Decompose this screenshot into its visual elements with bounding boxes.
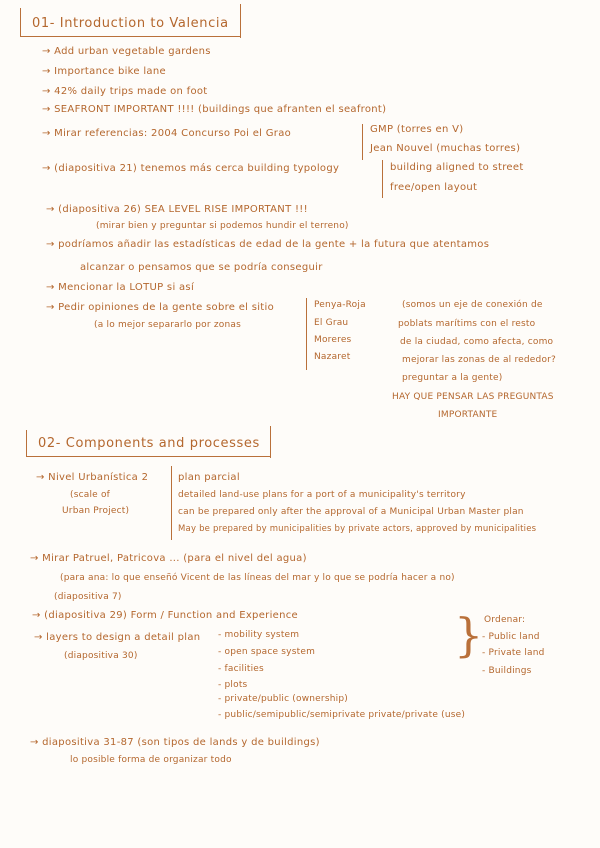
note-line: → Pedir opiniones de la gente sobre el sitio [46,302,275,313]
place-item: Moreres [314,335,352,345]
note-line: → 42% daily trips made on foot [42,86,208,97]
note-line: lo posible forma de organizar todo [70,755,232,765]
note-line: → layers to design a detail plan [34,632,201,643]
note-line: de la ciudad, como afecta, como [400,337,554,347]
ordenar-item: Ordenar: [484,615,526,625]
note-line: (diapositiva 7) [54,592,122,602]
note-line: → Mirar referencias: 2004 Concurso Poi el Grao [42,128,292,139]
layer-item: - plots [218,680,248,690]
plan-divider [171,466,172,540]
place-item: Penya-Roja [314,300,366,310]
note-line: (para ana: lo que enseñó Vicent de las líneas del mar y lo que se podría hacer a no) [60,573,455,583]
note-line: poblats marítims con el resto [398,319,536,329]
note-line: → (diapositiva 26) SEA LEVEL RISE IMPORTANT !!! [46,204,308,215]
typology-item: building aligned to street [390,162,524,173]
section1-title: 01- Introduction to Valencia [32,16,229,31]
note-line: → (diapositiva 21) tenemos más cerca building typology [42,163,340,174]
note-line: → Mirar Patruel, Patricova ... (para el nivel del agua) [30,553,307,564]
plan-line: detailed land-use plans for a port of a municipality's territory [178,490,466,500]
note-line: → podríamos añadir las estadísticas de edad de la gente + la futura que atentamos [46,239,490,250]
note-line: (somos un eje de conexión de [402,300,543,310]
reference-item: GMP (torres en V) [370,124,464,135]
place-item: El Grau [314,318,349,328]
layer-item: - facilities [218,664,264,674]
note-line: preguntar a la gente) [402,373,503,383]
section1-title-end-line [240,4,241,38]
layer-item: - open space system [218,647,316,657]
reference-item: Jean Nouvel (muchas torres) [370,143,521,154]
note-line: (diapositiva 30) [64,651,138,661]
emphasis-line: IMPORTANTE [438,410,498,420]
note-line: (mirar bien y preguntar si podemos hundir el terreno) [96,221,349,231]
plan-line: May be prepared by municipalities by private actors, approved by municipalities [178,524,537,534]
ordenar-item: - Buildings [482,666,532,676]
ordenar-item: - Private land [482,648,545,658]
note-line: → Importance bike lane [42,66,166,77]
note-line: mejorar las zonas de al rededor? [402,355,557,365]
plan-line: plan parcial [178,472,240,483]
typology-divider [382,160,383,198]
section2-title: 02- Components and processes [38,436,260,451]
ordenar-item: - Public land [482,632,540,642]
note-line: → (diapositiva 29) Form / Function and Experience [32,610,298,621]
place-item: Nazaret [314,352,351,362]
references-divider [362,124,363,160]
section2-title-end-line [270,426,271,458]
brace-icon: } [454,608,484,662]
note-line: → Add urban vegetable gardens [42,46,211,57]
note-line: → Mencionar la LOTUP si así [46,282,195,293]
emphasis-line: HAY QUE PENSAR LAS PREGUNTAS [392,392,554,402]
note-line: → SEAFRONT IMPORTANT !!!! (buildings que afranten el seafront) [42,104,387,115]
note-line: → diapositiva 31-87 (son tipos de lands y de buildings) [30,737,320,748]
layer-item: - public/semipublic/semiprivate private/private (use) [218,710,466,720]
note-line: Urban Project) [62,506,130,516]
layer-item: - private/public (ownership) [218,694,348,704]
note-line: (scale of [70,490,111,500]
places-divider [306,298,307,370]
note-line: alcanzar o pensamos que se podría conseguir [80,262,323,273]
typology-item: free/open layout [390,182,478,193]
note-line: (a lo mejor separarlo por zonas [94,320,241,330]
note-line: → Nivel Urbanística 2 [36,472,149,483]
layer-item: - mobility system [218,630,300,640]
plan-line: can be prepared only after the approval of a Municipal Urban Master plan [178,507,524,517]
